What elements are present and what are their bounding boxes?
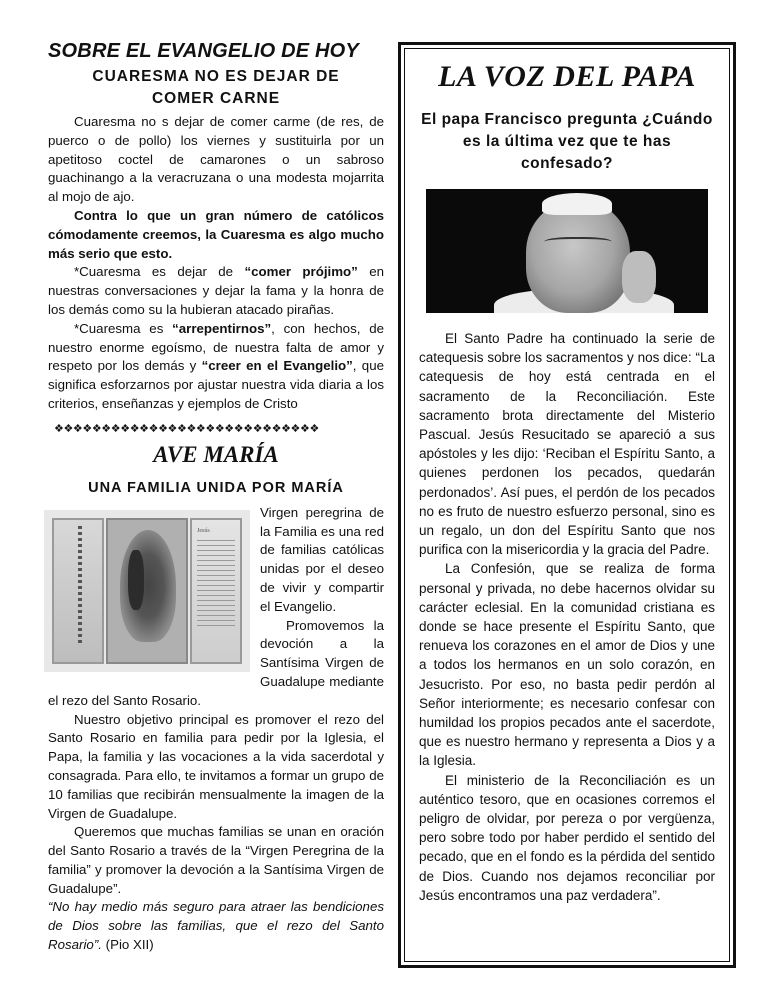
pope-zucchetto-shape <box>542 193 612 215</box>
paragraph-ave-2: Promovemos la devoción a la Santísima Virgen de Guadalupe mediante el rezo del Santo Rosario. <box>48 617 384 708</box>
paragraph-cuaresma-3 <box>48 263 384 319</box>
text-run: *Cuaresma es <box>74 320 173 336</box>
text-run: , que significa esforzarnos por ajustar nuestra vida diaria a los criterios, enseñanzas y ejemplos de Cristo <box>48 358 384 411</box>
subtitle-line-1: CUARESMA NO ES DEJAR DE <box>92 68 340 85</box>
text-run: *Cuaresma es dejar de <box>74 264 245 280</box>
ave-maria-subtitle: UNA FAMILIA UNIDA POR MARÍA <box>88 479 344 496</box>
triptych-panel-center <box>106 518 188 664</box>
triptych-panel-right <box>190 518 242 664</box>
voz-del-papa-question: El papa Francisco pregunta ¿Cuándo es la última vez que te has confesado? <box>421 111 713 172</box>
text-emphasis: “comer prójimo” <box>244 264 358 280</box>
paragraph-ave-3: Nuestro objetivo principal es promover el rezo del Santo Rosario en familia para pedir por la Iglesia, el Papa, la familia y las vocaciones a la vida sacerdotal y consagrada. Para ello, te invitamos a formar un grupo de 10 familias que recibirán mensualmente la imagen de la Virgen de Guadalupe. <box>48 711 384 821</box>
voz-del-papa-inner <box>404 48 730 962</box>
diamond-divider: ❖❖❖❖❖❖❖❖❖❖❖❖❖❖❖❖❖❖❖❖❖❖❖❖❖❖❖❖ <box>54 422 319 435</box>
paragraph-papa-3: El ministerio de la Reconciliación es un auténtico tesoro, que en ocasiones corremos el peligro de olvidar, por pereza o por vergüenza, pero sobre todo por haber perdido el sentido del pecado, que en el fondo es la pérdida del sentido de Dios. Cuando nos dejamos reconciliar por Jesús encontramos una paz verdadera”. <box>419 772 715 903</box>
prayer-card-heading: Jesús <box>197 527 210 534</box>
text-emphasis: “creer en el Evangelio” <box>201 358 353 374</box>
voz-del-papa-title: LA VOZ DEL PAPA <box>438 60 696 93</box>
quote-attribution: (Pio XII) <box>101 937 154 953</box>
quote-text: “No hay medio más seguro para atraer las bendiciones de Dios sobre las familias, que el rezo del Santo Rosario”. <box>48 899 384 953</box>
pope-francis-photo <box>426 189 708 313</box>
paragraph-ave-4: Queremos que muchas familias se unan en oración del Santo Rosario a través de la “Virgen Peregrina de la familia” y promover la devoción a la Santísima Virgen de Guadalupe”. <box>48 824 384 896</box>
paragraph-papa-2: La Confesión, que se realiza de forma personal y privada, no debe hacernos olvidar su carácter eclesial. En la comunidad cristiana es donde se hace presente el Espíritu Santo, que renueva los corazones en el amor de Dios y une a todos los hermanos en un solo corazón, en Jesucristo. Por eso, no basta pedir perdón al Señor interiormente; es necesario confesar con humildad los propios pecados ante el sacerdote, que es nuestro hermano y representa a Dios y a la Iglesia. <box>419 561 715 769</box>
pope-face-shape <box>526 201 630 313</box>
section-title-evangelio: SOBRE EL EVANGELIO DE HOY <box>48 40 359 62</box>
text-emphasis: “arrepentirnos” <box>172 320 272 336</box>
voz-del-papa-body <box>419 329 715 905</box>
rosary-icon <box>78 526 82 646</box>
ave-maria-title: AVE MARÍA <box>153 441 279 467</box>
paragraph-ave-1: Virgen peregrina de la Familia es una red de familias católicas unidas por el deseo de vivir y compartir el Evangelio. <box>260 504 384 614</box>
ave-maria-article <box>48 504 384 955</box>
text-run: en nuestras conversaciones y dejar la fama y la honra de los demás como su la hubieran atacado pirañas. <box>48 264 384 317</box>
paragraph-cuaresma-4 <box>48 320 384 414</box>
prayer-card-lines <box>197 540 235 630</box>
voz-del-papa-box <box>398 42 736 968</box>
triptych-panel-left <box>52 518 104 664</box>
left-column <box>48 38 384 955</box>
pope-hand-shape <box>622 251 656 303</box>
pope-glasses-shape <box>544 237 612 249</box>
virgin-triptych-image <box>44 510 250 672</box>
subtitle-line-2: COMER CARNE <box>151 90 281 107</box>
paragraph-ave-quote <box>48 898 384 954</box>
virgin-figure-detail <box>128 550 144 610</box>
paragraph-cuaresma-1: Cuaresma no s dejar de comer carme (de res, de puerco o de pollo) los viernes y sustituirla por un apetitoso coctel de camarones o un sabroso guachinango a la veracruzana o una modesta mojarrita al mojo de ajo. <box>48 114 384 205</box>
paragraph-cuaresma-2: Contra lo que un gran número de católicos cómodamente creemos, la Cuaresma es algo mucho más serio que esto. <box>48 207 384 261</box>
text-run: , con hechos, de nuestro enorme egoísmo, de nuestra falta de amor y respeto por los demás y <box>48 320 384 374</box>
section-subtitle-cuaresma <box>48 66 384 110</box>
paragraph-papa-1: El Santo Padre ha continuado la serie de catequesis sobre los sacramentos y nos dice: “La catequesis de hoy está centrada en el sacramento de la Reconciliación. Este sacramento brota directamente del Misterio Pascual. Jesús Resucitado se apareció a sus apóstoles y les dijo: ‘Reciban el Espíritu Santo, a quienes perdonen los pecados, quedarán perdonados’. Así pues, el perdón de los pecados no es fruto de nuestro esfuerzo personal, sino es un regalo, un don del Espíritu Santo que nos purifica con la misericordia y la gracia del Padre. <box>419 331 715 558</box>
triptych-frame <box>44 510 250 672</box>
